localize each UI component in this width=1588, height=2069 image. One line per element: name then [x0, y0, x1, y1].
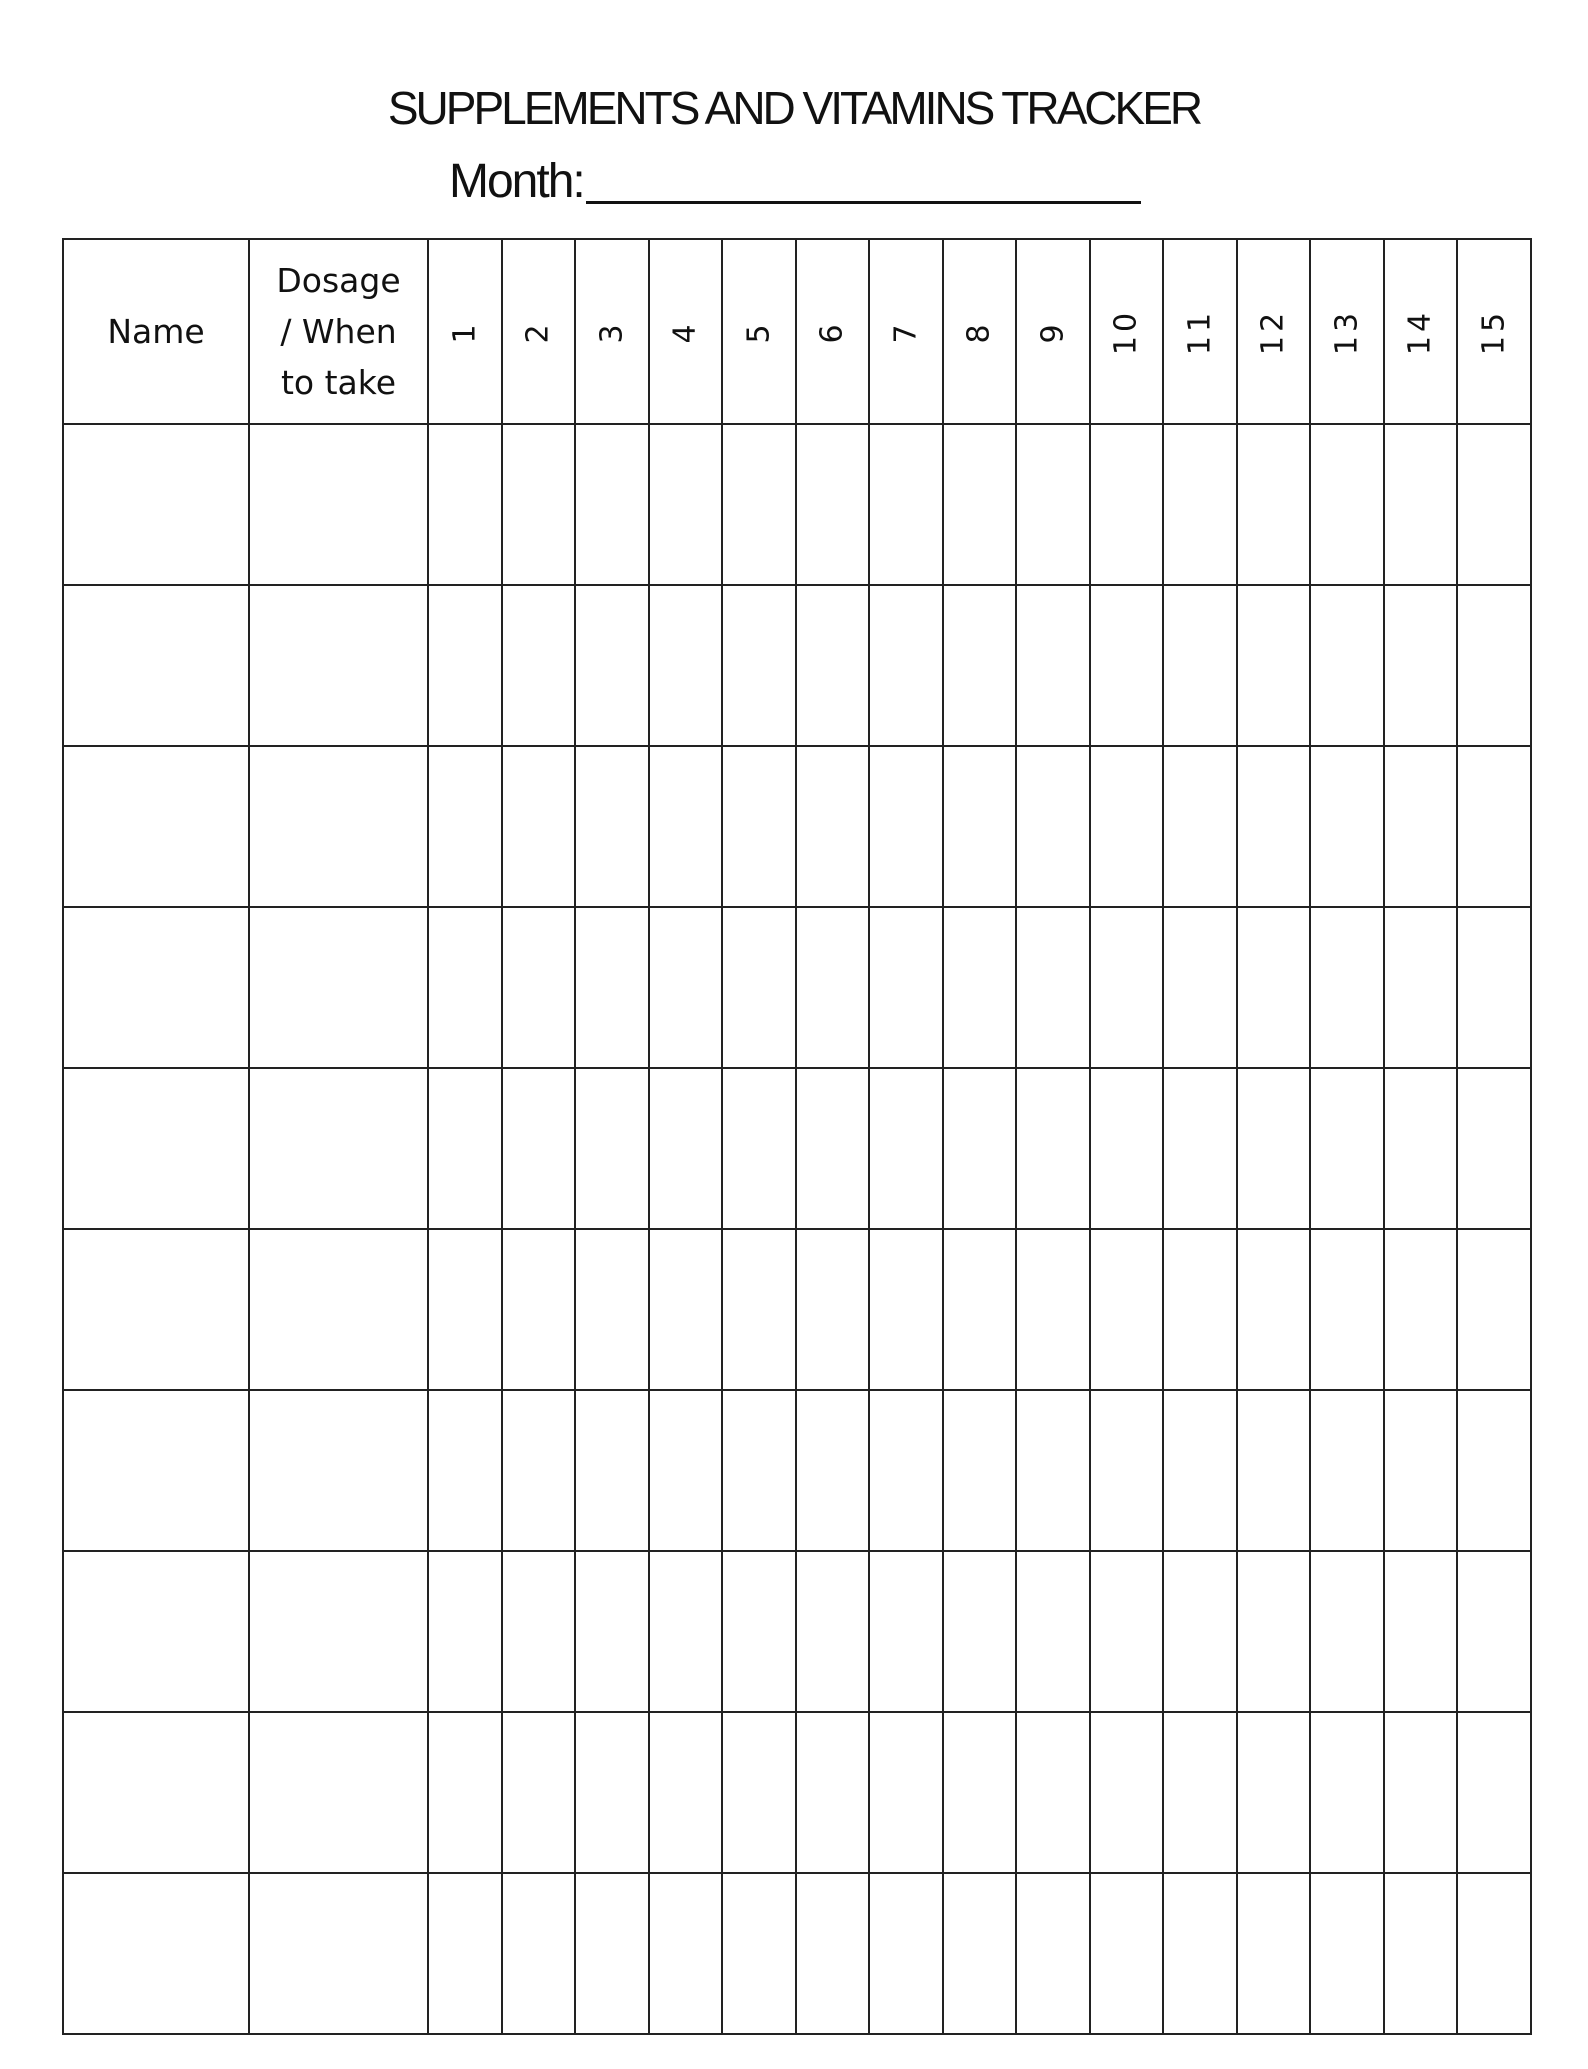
day-check-cell[interactable] [1384, 746, 1458, 907]
supplement-name-cell[interactable] [63, 1068, 249, 1229]
day-check-cell[interactable] [649, 746, 723, 907]
day-check-cell[interactable] [869, 1390, 943, 1551]
dosage-cell[interactable] [249, 907, 428, 1068]
day-column-header: 8 [943, 239, 1017, 424]
day-check-cell[interactable] [1163, 907, 1237, 1068]
header-row [63, 239, 1531, 424]
day-check-cell[interactable] [796, 1712, 870, 1873]
day-check-cell[interactable] [575, 424, 649, 585]
name-column-header: Name [63, 239, 249, 424]
day-check-cell[interactable] [649, 1551, 723, 1712]
day-check-cell[interactable] [1237, 907, 1311, 1068]
tracker-row [63, 1712, 1531, 1873]
day-check-cell[interactable] [1090, 1551, 1164, 1712]
day-check-cell[interactable] [869, 1551, 943, 1712]
day-column-header: 7 [869, 239, 943, 424]
dosage-cell[interactable] [249, 1390, 428, 1551]
tracker-table [62, 238, 1532, 2035]
day-check-cell[interactable] [575, 1390, 649, 1551]
day-check-cell[interactable] [1090, 1873, 1164, 2034]
tracker-row [63, 1229, 1531, 1390]
day-check-cell[interactable] [1457, 1390, 1531, 1551]
day-check-cell[interactable] [1090, 1390, 1164, 1551]
day-check-cell[interactable] [428, 907, 502, 1068]
day-check-cell[interactable] [1310, 1229, 1384, 1390]
dosage-column-header: Dosage / When to take [249, 239, 428, 424]
day-check-cell[interactable] [869, 1873, 943, 2034]
day-check-cell[interactable] [722, 1229, 796, 1390]
day-check-cell[interactable] [649, 1229, 723, 1390]
day-check-cell[interactable] [1310, 585, 1384, 746]
day-check-cell[interactable] [428, 1390, 502, 1551]
day-check-cell[interactable] [1310, 1873, 1384, 2034]
day-check-cell[interactable] [1016, 424, 1090, 585]
day-check-cell[interactable] [1090, 585, 1164, 746]
day-check-cell[interactable] [722, 1712, 796, 1873]
day-check-cell[interactable] [1090, 1068, 1164, 1229]
day-check-cell[interactable] [943, 1068, 1017, 1229]
day-check-cell[interactable] [1457, 1873, 1531, 2034]
day-check-cell[interactable] [1016, 907, 1090, 1068]
day-check-cell[interactable] [796, 907, 870, 1068]
day-column-header: 6 [796, 239, 870, 424]
dosage-cell[interactable] [249, 1229, 428, 1390]
supplement-name-cell[interactable] [63, 1712, 249, 1873]
day-check-cell[interactable] [575, 1551, 649, 1712]
day-column-header: 1 [428, 239, 502, 424]
day-check-cell[interactable] [502, 1712, 576, 1873]
day-check-cell[interactable] [428, 1229, 502, 1390]
day-check-cell[interactable] [575, 1873, 649, 2034]
tracker-row [63, 907, 1531, 1068]
supplement-name-cell[interactable] [63, 907, 249, 1068]
day-check-cell[interactable] [1237, 585, 1311, 746]
day-check-cell[interactable] [649, 1390, 723, 1551]
day-check-cell[interactable] [1384, 1551, 1458, 1712]
day-check-cell[interactable] [428, 1873, 502, 2034]
day-check-cell[interactable] [1237, 1712, 1311, 1873]
tracker-body [63, 424, 1531, 2034]
day-column-header: 10 [1090, 239, 1164, 424]
day-check-cell[interactable] [1163, 1229, 1237, 1390]
day-check-cell[interactable] [869, 907, 943, 1068]
day-column-header: 2 [502, 239, 576, 424]
day-check-cell[interactable] [943, 1873, 1017, 2034]
day-check-cell[interactable] [1016, 746, 1090, 907]
day-column-header: 12 [1237, 239, 1311, 424]
day-check-cell[interactable] [575, 1229, 649, 1390]
day-column-header: 3 [575, 239, 649, 424]
day-column-header: 5 [722, 239, 796, 424]
month-field [449, 148, 1141, 212]
day-check-cell[interactable] [796, 1390, 870, 1551]
day-column-header: 14 [1384, 239, 1458, 424]
day-check-cell[interactable] [1457, 1551, 1531, 1712]
day-check-cell[interactable] [1310, 1390, 1384, 1551]
day-check-cell[interactable] [869, 1068, 943, 1229]
dosage-cell[interactable] [249, 746, 428, 907]
day-check-cell[interactable] [1016, 1551, 1090, 1712]
day-check-cell[interactable] [1016, 1873, 1090, 2034]
day-check-cell[interactable] [722, 1390, 796, 1551]
day-check-cell[interactable] [649, 1068, 723, 1229]
day-check-cell[interactable] [1163, 1551, 1237, 1712]
day-column-header: 9 [1016, 239, 1090, 424]
day-check-cell[interactable] [796, 746, 870, 907]
day-check-cell[interactable] [428, 1551, 502, 1712]
day-check-cell[interactable] [1090, 1712, 1164, 1873]
day-check-cell[interactable] [502, 907, 576, 1068]
dosage-cell[interactable] [249, 1873, 428, 2034]
day-check-cell[interactable] [1016, 1390, 1090, 1551]
day-check-cell[interactable] [1237, 1068, 1311, 1229]
day-check-cell[interactable] [1384, 585, 1458, 746]
day-check-cell[interactable] [1384, 1712, 1458, 1873]
day-check-cell[interactable] [1384, 1873, 1458, 2034]
tracker-row [63, 1873, 1531, 2034]
day-check-cell[interactable] [1237, 1551, 1311, 1712]
day-check-cell[interactable] [722, 585, 796, 746]
supplement-name-cell[interactable] [63, 1873, 249, 2034]
day-check-cell[interactable] [722, 907, 796, 1068]
month-input-line[interactable] [586, 157, 1141, 204]
day-check-cell[interactable] [869, 746, 943, 907]
day-check-cell[interactable] [1384, 1229, 1458, 1390]
day-check-cell[interactable] [1457, 1229, 1531, 1390]
day-check-cell[interactable] [1310, 1068, 1384, 1229]
day-check-cell[interactable] [502, 424, 576, 585]
day-check-cell[interactable] [575, 746, 649, 907]
day-column-header: 4 [649, 239, 723, 424]
day-check-cell[interactable] [428, 1712, 502, 1873]
day-check-cell[interactable] [575, 1068, 649, 1229]
tracker-row [63, 1390, 1531, 1551]
day-check-cell[interactable] [575, 585, 649, 746]
day-check-cell[interactable] [1016, 1068, 1090, 1229]
day-check-cell[interactable] [649, 1873, 723, 2034]
day-check-cell[interactable] [869, 585, 943, 746]
day-check-cell[interactable] [1457, 907, 1531, 1068]
dosage-cell[interactable] [249, 1068, 428, 1229]
day-check-cell[interactable] [722, 424, 796, 585]
day-check-cell[interactable] [502, 1873, 576, 2034]
day-check-cell[interactable] [722, 1873, 796, 2034]
day-check-cell[interactable] [1384, 1068, 1458, 1229]
day-check-cell[interactable] [502, 1390, 576, 1551]
day-check-cell[interactable] [428, 746, 502, 907]
dosage-cell[interactable] [249, 585, 428, 746]
day-check-cell[interactable] [943, 907, 1017, 1068]
day-check-cell[interactable] [1384, 907, 1458, 1068]
day-check-cell[interactable] [1237, 1229, 1311, 1390]
day-check-cell[interactable] [869, 424, 943, 585]
day-check-cell[interactable] [943, 1229, 1017, 1390]
day-check-cell[interactable] [1457, 1712, 1531, 1873]
supplement-name-cell[interactable] [63, 1229, 249, 1390]
tracker-row [63, 1068, 1531, 1229]
tracker-row [63, 746, 1531, 907]
day-check-cell[interactable] [1163, 424, 1237, 585]
day-check-cell[interactable] [649, 1712, 723, 1873]
day-check-cell[interactable] [943, 1551, 1017, 1712]
supplement-name-cell[interactable] [63, 585, 249, 746]
day-check-cell[interactable] [428, 585, 502, 746]
page-title: SUPPLEMENTS AND VITAMINS TRACKER [387, 82, 1201, 134]
day-check-cell[interactable] [1163, 746, 1237, 907]
day-check-cell[interactable] [1237, 1873, 1311, 2034]
dosage-cell[interactable] [249, 1551, 428, 1712]
day-check-cell[interactable] [649, 585, 723, 746]
day-check-cell[interactable] [1090, 1229, 1164, 1390]
month-label: Month: [449, 155, 584, 208]
day-check-cell[interactable] [943, 585, 1017, 746]
supplement-name-cell[interactable] [63, 1551, 249, 1712]
dosage-cell[interactable] [249, 1712, 428, 1873]
day-check-cell[interactable] [502, 746, 576, 907]
day-check-cell[interactable] [1457, 746, 1531, 907]
day-check-cell[interactable] [1163, 1873, 1237, 2034]
day-check-cell[interactable] [1016, 1712, 1090, 1873]
day-check-cell[interactable] [1090, 746, 1164, 907]
day-check-cell[interactable] [1016, 585, 1090, 746]
day-check-cell[interactable] [1310, 424, 1384, 585]
day-check-cell[interactable] [943, 1712, 1017, 1873]
day-check-cell[interactable] [1090, 907, 1164, 1068]
day-check-cell[interactable] [502, 1229, 576, 1390]
day-check-cell[interactable] [796, 424, 870, 585]
day-check-cell[interactable] [502, 1068, 576, 1229]
day-check-cell[interactable] [796, 1068, 870, 1229]
day-check-cell[interactable] [869, 1712, 943, 1873]
tracker-row [63, 1551, 1531, 1712]
day-check-cell[interactable] [428, 424, 502, 585]
day-check-cell[interactable] [575, 907, 649, 1068]
day-check-cell[interactable] [502, 1551, 576, 1712]
day-check-cell[interactable] [943, 746, 1017, 907]
day-check-cell[interactable] [428, 1068, 502, 1229]
day-check-cell[interactable] [1310, 1551, 1384, 1712]
dosage-cell[interactable] [249, 424, 428, 585]
day-check-cell[interactable] [1090, 424, 1164, 585]
day-check-cell[interactable] [796, 1873, 870, 2034]
supplement-name-cell[interactable] [63, 424, 249, 585]
day-column-header: 15 [1457, 239, 1531, 424]
day-check-cell[interactable] [1163, 585, 1237, 746]
day-check-cell[interactable] [722, 746, 796, 907]
supplement-name-cell[interactable] [63, 1390, 249, 1551]
day-check-cell[interactable] [1163, 1712, 1237, 1873]
day-check-cell[interactable] [1016, 1229, 1090, 1390]
supplement-name-cell[interactable] [63, 746, 249, 907]
day-check-cell[interactable] [1384, 424, 1458, 585]
day-column-header: 13 [1310, 239, 1384, 424]
day-check-cell[interactable] [1457, 1068, 1531, 1229]
day-check-cell[interactable] [796, 1229, 870, 1390]
day-check-cell[interactable] [502, 585, 576, 746]
day-check-cell[interactable] [1163, 1068, 1237, 1229]
day-check-cell[interactable] [649, 907, 723, 1068]
day-check-cell[interactable] [869, 1229, 943, 1390]
day-check-cell[interactable] [575, 1712, 649, 1873]
day-check-cell[interactable] [1384, 1390, 1458, 1551]
day-check-cell[interactable] [943, 1390, 1017, 1551]
tracker-row [63, 585, 1531, 746]
day-check-cell[interactable] [943, 424, 1017, 585]
day-check-cell[interactable] [1457, 585, 1531, 746]
day-check-cell[interactable] [796, 585, 870, 746]
day-check-cell[interactable] [1237, 1390, 1311, 1551]
day-check-cell[interactable] [1237, 746, 1311, 907]
day-check-cell[interactable] [1310, 746, 1384, 907]
day-check-cell[interactable] [1457, 424, 1531, 585]
day-column-header: 11 [1163, 239, 1237, 424]
day-check-cell[interactable] [722, 1068, 796, 1229]
day-check-cell[interactable] [1310, 1712, 1384, 1873]
tracker-row [63, 424, 1531, 585]
day-check-cell[interactable] [722, 1551, 796, 1712]
day-check-cell[interactable] [1310, 907, 1384, 1068]
day-check-cell[interactable] [649, 424, 723, 585]
day-check-cell[interactable] [1237, 424, 1311, 585]
day-check-cell[interactable] [1163, 1390, 1237, 1551]
day-check-cell[interactable] [796, 1551, 870, 1712]
